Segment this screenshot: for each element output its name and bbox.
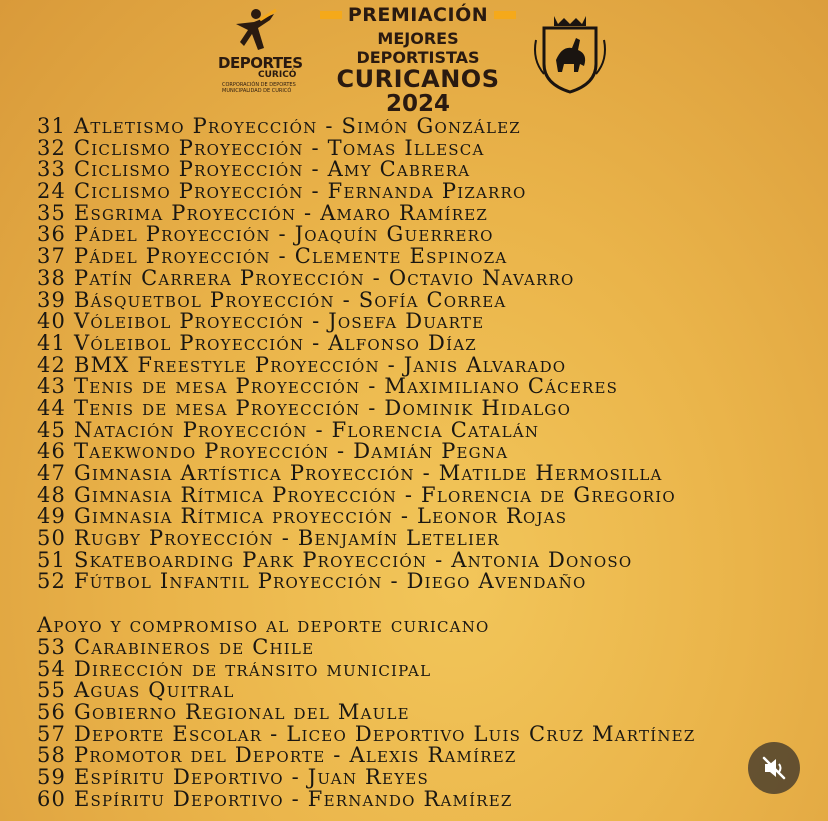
athlete-figure-icon [230,8,280,54]
support-row: 60 Espíritu Deportivo - Fernando Ramírez [37,786,513,811]
award-row: 46 Taekwondo Proyección - Damián Pegna [37,439,509,464]
title-row1 [318,4,518,26]
support-row: 54 Dirección de tránsito municipal [37,656,432,681]
section-gap [37,593,695,615]
header [0,0,828,117]
award-row: 50 Rugby Proyección - Benjamín Letelier [37,526,500,551]
logo-line1: DEPORTES [218,54,303,72]
support-row: 57 Deporte Escolar - Liceo Deportivo Luis Cruz Martínez [37,721,696,746]
title-curicanos: CURICANOS [336,65,500,93]
award-row: 51 Skateboarding Park Proyección - Antonia Donoso [37,547,633,572]
support-row: 53 Carabineros de Chile [37,634,315,659]
deportes-curico-logo [212,8,303,94]
support-row: 56 Gobierno Regional del Maule [37,699,410,724]
title-year: 2024 [385,91,450,117]
award-row: 43 Tenis de mesa Proyección - Maximiliano Cáceres [37,374,619,399]
speaker-muted-icon [760,754,788,782]
award-row: 33 Ciclismo Proyección - Amy Cabrera [37,157,471,182]
logo-line2: CURICÓ [258,70,297,80]
award-row: 24 Ciclismo Proyección - Fernanda Pizarro [37,179,527,204]
award-row: 31 Atletismo Proyección - Simón González [37,114,521,138]
award-row: 52 Fútbol Infantil Proyección - Diego Avendaño [37,569,587,594]
support-row: 59 Espíritu Deportivo - Juan Reyes [37,764,429,789]
award-row: 39 Básquetbol Proyección - Sofía Correa [37,287,507,312]
event-title [318,4,518,117]
awards-list [37,116,695,810]
award-row: 48 Gimnasia Rítmica Proyección - Florencia de Gregorio [37,482,676,507]
award-row: 37 Pádel Proyección - Clemente Espinoza [37,244,508,269]
accent-bar-left [320,11,342,19]
award-row: 36 Pádel Proyección - Joaquín Guerrero [37,222,494,247]
accent-bar-right [494,11,516,19]
award-row: 35 Esgrima Proyección - Amaro Ramírez [37,200,489,225]
award-row: 47 Gimnasia Artística Proyección - Matilde Hermosilla [37,461,663,485]
mute-button[interactable] [748,742,800,794]
support-heading: Apoyo y compromiso al deporte curicano [37,613,490,638]
award-row: 40 Vóleibol Proyección - Josefa Duarte [37,309,485,334]
award-row: 32 Ciclismo Proyección - Tomas Illesca [37,135,485,160]
award-row: 38 Patín Carrera Proyección - Octavio Navarro [37,265,575,290]
award-row: 45 Natación Proyección - Florencia Catalán [37,417,540,442]
support-row: 58 Promotor del Deporte - Alexis Ramírez [37,743,517,768]
title-premiacion: PREMIACIÓN [347,4,489,26]
award-row: 44 Tenis de mesa Proyección - Dominik Hidalgo [37,395,572,420]
logo-line3: CORPORACIÓN DE DEPORTES MUNICIPALIDAD DE CURICÓ [222,82,296,94]
title-mejores-deportistas: MEJORES DEPORTISTAS [356,29,480,67]
award-row: 49 Gimnasia Rítmica proyección - Leonor Rojas [37,504,568,529]
award-row: 42 BMX Freestyle Proyección - Janis Alvarado [37,352,567,377]
municipal-coat-of-arms-icon [530,10,610,94]
support-row: 55 Aguas Quitral [37,678,235,703]
award-row: 41 Vóleibol Proyección - Alfonso Díaz [37,330,477,355]
